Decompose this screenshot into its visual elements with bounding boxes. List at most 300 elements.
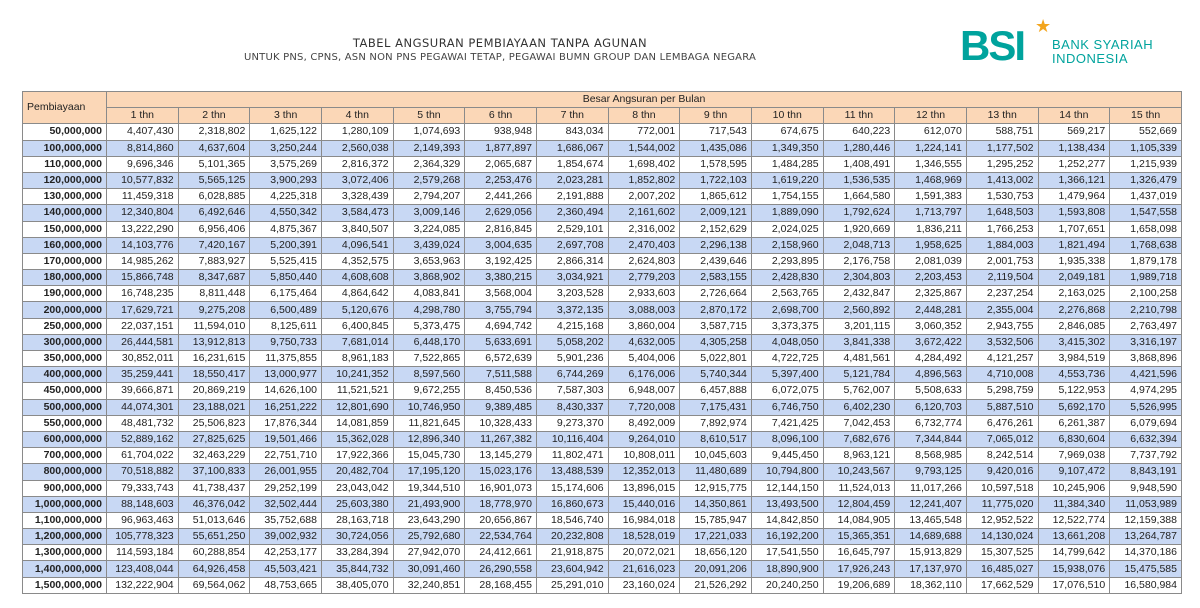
installment-cell: 4,608,608 (321, 270, 393, 286)
installment-cell: 2,794,207 (393, 189, 465, 205)
installment-cell: 3,004,635 (465, 237, 537, 253)
installment-cell: 12,340,804 (107, 205, 179, 221)
financing-amount-cell: 160,000,000 (23, 237, 107, 253)
installment-cell: 1,658,098 (1110, 221, 1182, 237)
installment-cell: 2,364,329 (393, 156, 465, 172)
installment-cell: 8,568,985 (895, 448, 967, 464)
installment-cell: 7,344,844 (895, 431, 967, 447)
financing-amount-cell: 100,000,000 (23, 140, 107, 156)
installment-cell: 7,421,425 (751, 415, 823, 431)
installment-cell: 11,384,340 (1038, 496, 1110, 512)
installment-cell: 10,808,011 (608, 448, 680, 464)
installment-cell: 1,138,434 (1038, 140, 1110, 156)
installment-cell: 7,420,167 (178, 237, 250, 253)
installment-cell: 5,101,365 (178, 156, 250, 172)
installment-cell: 2,560,038 (321, 140, 393, 156)
installment-cell: 12,896,340 (393, 431, 465, 447)
installment-cell: 8,450,536 (465, 383, 537, 399)
installment-cell: 1,766,253 (966, 221, 1038, 237)
installment-cell: 23,160,024 (608, 577, 680, 593)
installment-cell: 5,508,633 (895, 383, 967, 399)
installment-cell: 5,692,170 (1038, 399, 1110, 415)
installment-cell: 1,884,003 (966, 237, 1038, 253)
installment-cell: 3,088,003 (608, 302, 680, 318)
installment-cell: 105,778,323 (107, 529, 179, 545)
installment-cell: 15,866,748 (107, 270, 179, 286)
installment-cell: 8,597,560 (393, 367, 465, 383)
table-row (23, 480, 1182, 496)
installment-cell: 14,130,024 (966, 529, 1038, 545)
installment-cell: 79,333,743 (107, 480, 179, 496)
financing-amount-cell: 180,000,000 (23, 270, 107, 286)
installment-cell: 1,280,109 (321, 124, 393, 140)
installment-cell: 6,744,269 (536, 367, 608, 383)
installment-cell: 2,210,798 (1110, 302, 1182, 318)
installment-cell: 23,604,942 (536, 561, 608, 577)
column-header: 10 thn (751, 108, 823, 124)
installment-cell: 1,326,479 (1110, 172, 1182, 188)
installment-cell: 4,096,541 (321, 237, 393, 253)
installment-cell: 5,121,784 (823, 367, 895, 383)
table-row (23, 140, 1182, 156)
installment-cell: 1,547,558 (1110, 205, 1182, 221)
column-header: 8 thn (608, 108, 680, 124)
installment-cell: 32,463,229 (178, 448, 250, 464)
table-row (23, 529, 1182, 545)
installment-cell: 3,868,902 (393, 270, 465, 286)
table-row (23, 448, 1182, 464)
installment-cell: 51,013,646 (178, 512, 250, 528)
table-row (23, 124, 1182, 140)
star-icon: ★ (1035, 16, 1052, 37)
installment-cell: 20,232,808 (536, 529, 608, 545)
financing-amount-cell: 130,000,000 (23, 189, 107, 205)
installment-cell: 4,421,596 (1110, 367, 1182, 383)
installment-cell: 6,120,703 (895, 399, 967, 415)
column-header: 3 thn (250, 108, 322, 124)
column-header: 15 thn (1110, 108, 1182, 124)
installment-cell: 8,843,191 (1110, 464, 1182, 480)
installment-cell: 44,074,301 (107, 399, 179, 415)
installment-cell: 7,042,453 (823, 415, 895, 431)
installment-cell: 6,448,170 (393, 334, 465, 350)
installment-cell: 26,001,955 (250, 464, 322, 480)
column-header: 4 thn (321, 108, 393, 124)
installment-cell: 2,624,803 (608, 253, 680, 269)
table-row (23, 512, 1182, 528)
installment-cell: 3,201,115 (823, 318, 895, 334)
installment-cell: 3,380,215 (465, 270, 537, 286)
installment-cell: 16,485,027 (966, 561, 1038, 577)
table-row (23, 318, 1182, 334)
installment-cell: 30,091,460 (393, 561, 465, 577)
installment-cell: 9,750,733 (250, 334, 322, 350)
installment-cell: 1,544,002 (608, 140, 680, 156)
installment-cell: 20,869,219 (178, 383, 250, 399)
installment-cell: 5,740,344 (680, 367, 752, 383)
installment-cell: 2,448,281 (895, 302, 967, 318)
table-row (23, 351, 1182, 367)
installment-cell: 5,762,007 (823, 383, 895, 399)
installment-cell: 18,656,120 (680, 545, 752, 561)
installment-cell: 1,468,969 (895, 172, 967, 188)
installment-cell: 13,264,787 (1110, 529, 1182, 545)
installment-cell: 3,653,963 (393, 253, 465, 269)
installment-cell: 23,188,021 (178, 399, 250, 415)
installment-cell: 7,511,588 (465, 367, 537, 383)
installment-cell: 4,215,168 (536, 318, 608, 334)
installment-cell: 4,722,725 (751, 351, 823, 367)
installment-cell: 39,002,932 (250, 529, 322, 545)
installment-cell: 13,000,977 (250, 367, 322, 383)
installment-cell: 5,373,475 (393, 318, 465, 334)
installment-cell: 9,445,450 (751, 448, 823, 464)
installment-cell: 772,001 (608, 124, 680, 140)
table-row (23, 253, 1182, 269)
installment-cell: 14,799,642 (1038, 545, 1110, 561)
installment-cell: 3,900,293 (250, 172, 322, 188)
installment-cell: 16,984,018 (608, 512, 680, 528)
installment-cell: 2,816,372 (321, 156, 393, 172)
installment-cell: 21,526,292 (680, 577, 752, 593)
installment-cell: 48,753,665 (250, 577, 322, 593)
installment-cell: 4,550,342 (250, 205, 322, 221)
installment-cell: 14,626,100 (250, 383, 322, 399)
financing-amount-cell: 250,000,000 (23, 318, 107, 334)
column-header-pembiayaan: Pembiayaan (23, 92, 107, 124)
installment-cell: 5,122,953 (1038, 383, 1110, 399)
installment-cell: 5,525,415 (250, 253, 322, 269)
installment-cell: 14,842,850 (751, 512, 823, 528)
installment-cell: 2,428,830 (751, 270, 823, 286)
installment-cell: 12,801,690 (321, 399, 393, 415)
installment-cell: 41,738,437 (178, 480, 250, 496)
installment-cell: 8,347,687 (178, 270, 250, 286)
installment-cell: 1,935,338 (1038, 253, 1110, 269)
installment-cell: 7,737,792 (1110, 448, 1182, 464)
installment-cell: 96,963,463 (107, 512, 179, 528)
installment-cell: 11,053,989 (1110, 496, 1182, 512)
installment-cell: 1,349,350 (751, 140, 823, 156)
installment-cell: 588,751 (966, 124, 1038, 140)
installment-cell: 2,763,497 (1110, 318, 1182, 334)
installment-cell: 1,754,155 (751, 189, 823, 205)
installment-cell: 8,492,009 (608, 415, 680, 431)
installment-cell: 25,291,010 (536, 577, 608, 593)
column-header: 12 thn (895, 108, 967, 124)
financing-amount-cell: 800,000,000 (23, 464, 107, 480)
installment-cell: 5,120,676 (321, 302, 393, 318)
installment-cell: 2,698,700 (751, 302, 823, 318)
installment-cell: 717,543 (680, 124, 752, 140)
financing-amount-cell: 1,000,000,000 (23, 496, 107, 512)
installment-cell: 5,850,440 (250, 270, 322, 286)
installment-cell: 11,802,471 (536, 448, 608, 464)
installment-cell: 15,938,076 (1038, 561, 1110, 577)
installment-cell: 26,290,558 (465, 561, 537, 577)
bsi-logo (960, 16, 1190, 70)
installment-cell: 2,024,025 (751, 221, 823, 237)
installment-cell: 29,252,199 (250, 480, 322, 496)
installment-cell: 18,546,740 (536, 512, 608, 528)
column-header: 2 thn (178, 108, 250, 124)
installment-cell: 1,591,383 (895, 189, 967, 205)
installment-cell: 1,105,339 (1110, 140, 1182, 156)
installment-cell: 1,713,797 (895, 205, 967, 221)
installment-cell: 18,362,110 (895, 577, 967, 593)
financing-amount-cell: 450,000,000 (23, 383, 107, 399)
installment-cell: 1,920,669 (823, 221, 895, 237)
installment-cell: 17,195,120 (393, 464, 465, 480)
installment-cell: 2,441,266 (465, 189, 537, 205)
installment-cell: 3,868,896 (1110, 351, 1182, 367)
installment-cell: 15,023,176 (465, 464, 537, 480)
table-row (23, 383, 1182, 399)
installment-cell: 1,280,446 (823, 140, 895, 156)
financing-amount-cell: 1,300,000,000 (23, 545, 107, 561)
installment-cell: 5,887,510 (966, 399, 1038, 415)
installment-cell: 28,163,718 (321, 512, 393, 528)
installment-cell: 17,876,344 (250, 415, 322, 431)
financing-amount-cell: 190,000,000 (23, 286, 107, 302)
installment-cell: 1,413,002 (966, 172, 1038, 188)
installment-cell: 19,206,689 (823, 577, 895, 593)
installment-cell: 8,096,100 (751, 431, 823, 447)
installment-cell: 17,137,970 (895, 561, 967, 577)
column-header: 6 thn (465, 108, 537, 124)
installment-cell: 3,224,085 (393, 221, 465, 237)
installment-cell: 7,682,676 (823, 431, 895, 447)
installment-cell: 9,948,590 (1110, 480, 1182, 496)
installment-cell: 123,408,044 (107, 561, 179, 577)
installment-cell: 4,083,841 (393, 286, 465, 302)
financing-amount-cell: 1,200,000,000 (23, 529, 107, 545)
installment-cell: 7,892,974 (680, 415, 752, 431)
table-row (23, 431, 1182, 447)
financing-amount-cell: 110,000,000 (23, 156, 107, 172)
installment-cell: 17,629,721 (107, 302, 179, 318)
installment-cell: 19,501,466 (250, 431, 322, 447)
table-row (23, 286, 1182, 302)
installment-cell: 1,177,502 (966, 140, 1038, 156)
installment-cell: 16,645,797 (823, 545, 895, 561)
installment-cell: 35,259,441 (107, 367, 179, 383)
installment-cell: 39,666,871 (107, 383, 179, 399)
installment-cell: 61,704,022 (107, 448, 179, 464)
installment-cell: 16,748,235 (107, 286, 179, 302)
installment-cell: 2,001,753 (966, 253, 1038, 269)
installment-cell: 569,217 (1038, 124, 1110, 140)
financing-amount-cell: 700,000,000 (23, 448, 107, 464)
installment-cell: 12,804,459 (823, 496, 895, 512)
financing-amount-cell: 1,100,000,000 (23, 512, 107, 528)
installment-cell: 32,240,851 (393, 577, 465, 593)
installment-cell: 45,503,421 (250, 561, 322, 577)
installment-cell: 18,528,019 (608, 529, 680, 545)
installment-cell: 3,568,004 (465, 286, 537, 302)
installment-cell: 14,370,186 (1110, 545, 1182, 561)
installment-cell: 12,241,407 (895, 496, 967, 512)
installment-cell: 1,530,753 (966, 189, 1038, 205)
installment-cell: 26,444,581 (107, 334, 179, 350)
installment-cell: 21,493,900 (393, 496, 465, 512)
installment-cell: 14,084,905 (823, 512, 895, 528)
installment-cell: 10,116,404 (536, 431, 608, 447)
installment-cell: 6,175,464 (250, 286, 322, 302)
installment-cell: 1,295,252 (966, 156, 1038, 172)
installment-cell: 3,532,506 (966, 334, 1038, 350)
installment-cell: 7,883,927 (178, 253, 250, 269)
installment-cell: 9,264,010 (608, 431, 680, 447)
installment-cell: 674,675 (751, 124, 823, 140)
table-row (23, 334, 1182, 350)
installment-cell: 2,470,403 (608, 237, 680, 253)
installment-cell: 9,275,208 (178, 302, 250, 318)
installment-cell: 6,956,406 (178, 221, 250, 237)
installment-cell: 938,948 (465, 124, 537, 140)
installment-cell: 9,696,346 (107, 156, 179, 172)
table-row (23, 367, 1182, 383)
installment-cell: 64,926,458 (178, 561, 250, 577)
installment-cell: 8,814,860 (107, 140, 179, 156)
installment-cell: 1,958,625 (895, 237, 967, 253)
installment-cell: 10,245,906 (1038, 480, 1110, 496)
installment-cell: 4,298,780 (393, 302, 465, 318)
installment-cell: 24,412,661 (465, 545, 537, 561)
installment-cell: 52,889,162 (107, 431, 179, 447)
installment-cell: 88,148,603 (107, 496, 179, 512)
installment-cell: 3,841,338 (823, 334, 895, 350)
installment-cell: 21,918,875 (536, 545, 608, 561)
installment-cell: 69,564,062 (178, 577, 250, 593)
financing-amount-cell: 500,000,000 (23, 399, 107, 415)
installment-cell: 6,476,261 (966, 415, 1038, 431)
installment-cell: 1,889,090 (751, 205, 823, 221)
installment-cell: 18,890,900 (751, 561, 823, 577)
installment-cell: 2,163,025 (1038, 286, 1110, 302)
installment-cell: 3,373,375 (751, 318, 823, 334)
installment-cell: 2,100,258 (1110, 286, 1182, 302)
installment-cell: 5,526,995 (1110, 399, 1182, 415)
installment-cell: 6,746,750 (751, 399, 823, 415)
installment-cell: 2,203,453 (895, 270, 967, 286)
installment-cell: 114,593,184 (107, 545, 179, 561)
installment-cell: 3,755,794 (465, 302, 537, 318)
installment-cell: 2,933,603 (608, 286, 680, 302)
financing-amount-cell: 1,400,000,000 (23, 561, 107, 577)
installment-cell: 6,400,845 (321, 318, 393, 334)
installment-cell: 9,420,016 (966, 464, 1038, 480)
financing-amount-cell: 200,000,000 (23, 302, 107, 318)
installment-cell: 11,375,855 (250, 351, 322, 367)
installment-cell: 15,174,606 (536, 480, 608, 496)
installment-cell: 1,484,285 (751, 156, 823, 172)
installment-cell: 13,912,813 (178, 334, 250, 350)
installment-cell: 5,022,801 (680, 351, 752, 367)
table-body (23, 124, 1182, 593)
installment-cell: 3,328,439 (321, 189, 393, 205)
installment-cell: 9,793,125 (895, 464, 967, 480)
installment-cell: 7,587,303 (536, 383, 608, 399)
table-row (23, 189, 1182, 205)
installment-cell: 70,518,882 (107, 464, 179, 480)
column-header: 14 thn (1038, 108, 1110, 124)
table-row (23, 302, 1182, 318)
installment-cell: 2,304,803 (823, 270, 895, 286)
installment-cell: 7,065,012 (966, 431, 1038, 447)
installment-cell: 6,830,604 (1038, 431, 1110, 447)
installment-cell: 16,860,673 (536, 496, 608, 512)
installment-cell: 2,779,203 (608, 270, 680, 286)
installment-cell: 11,821,645 (393, 415, 465, 431)
installment-cell: 10,746,950 (393, 399, 465, 415)
installment-cell: 17,541,550 (751, 545, 823, 561)
installment-cell: 25,792,680 (393, 529, 465, 545)
installment-cell: 2,629,056 (465, 205, 537, 221)
table-row (23, 237, 1182, 253)
installment-cell: 1,578,595 (680, 156, 752, 172)
group-header: Besar Angsuran per Bulan (107, 92, 1182, 108)
installment-cell: 13,145,279 (465, 448, 537, 464)
installment-cell: 14,103,776 (107, 237, 179, 253)
installment-cell: 5,058,202 (536, 334, 608, 350)
column-header: 13 thn (966, 108, 1038, 124)
page-subtitle: UNTUK PNS, CPNS, ASN NON PNS PEGAWAI TETAP, PEGAWAI BUMN GROUP DAN LEMBAGA NEGARA (243, 52, 757, 63)
installment-cell: 2,023,281 (536, 172, 608, 188)
installment-cell: 3,072,406 (321, 172, 393, 188)
installment-cell: 843,034 (536, 124, 608, 140)
installment-cell: 2,583,155 (680, 270, 752, 286)
installment-cell: 33,284,394 (321, 545, 393, 561)
financing-amount-cell: 400,000,000 (23, 367, 107, 383)
installment-cell: 2,316,002 (608, 221, 680, 237)
installment-cell: 9,389,485 (465, 399, 537, 415)
installment-cell: 2,360,494 (536, 205, 608, 221)
installment-cell: 14,689,688 (895, 529, 967, 545)
installment-cell: 1,479,964 (1038, 189, 1110, 205)
financing-amount-cell: 600,000,000 (23, 431, 107, 447)
logo-text (1052, 38, 1153, 66)
installment-cell: 8,242,514 (966, 448, 1038, 464)
installment-cell: 4,284,492 (895, 351, 967, 367)
installment-cell: 8,961,183 (321, 351, 393, 367)
installment-cell: 2,009,121 (680, 205, 752, 221)
installment-cell: 2,237,254 (966, 286, 1038, 302)
page-title: TABEL ANGSURAN PEMBIAYAAN TANPA AGUNAN (352, 36, 648, 50)
installment-cell: 20,656,867 (465, 512, 537, 528)
installment-cell: 22,037,151 (107, 318, 179, 334)
installment-cell: 4,896,563 (895, 367, 967, 383)
installment-cell: 4,553,736 (1038, 367, 1110, 383)
financing-amount-cell: 50,000,000 (23, 124, 107, 140)
installment-cell: 6,632,394 (1110, 431, 1182, 447)
installment-cell: 15,913,829 (895, 545, 967, 561)
installment-cell: 2,697,708 (536, 237, 608, 253)
installment-cell: 3,203,528 (536, 286, 608, 302)
installment-cell: 1,836,211 (895, 221, 967, 237)
installment-cell: 9,273,370 (536, 415, 608, 431)
installment-cell: 6,500,489 (250, 302, 322, 318)
installment-cell: 46,376,042 (178, 496, 250, 512)
installment-cell: 1,879,178 (1110, 253, 1182, 269)
installment-cell: 5,633,691 (465, 334, 537, 350)
installment-cell: 2,253,476 (465, 172, 537, 188)
table-row (23, 270, 1182, 286)
installment-cell: 2,579,268 (393, 172, 465, 188)
installment-cell: 18,550,417 (178, 367, 250, 383)
table-row (23, 221, 1182, 237)
installment-cell: 15,362,028 (321, 431, 393, 447)
